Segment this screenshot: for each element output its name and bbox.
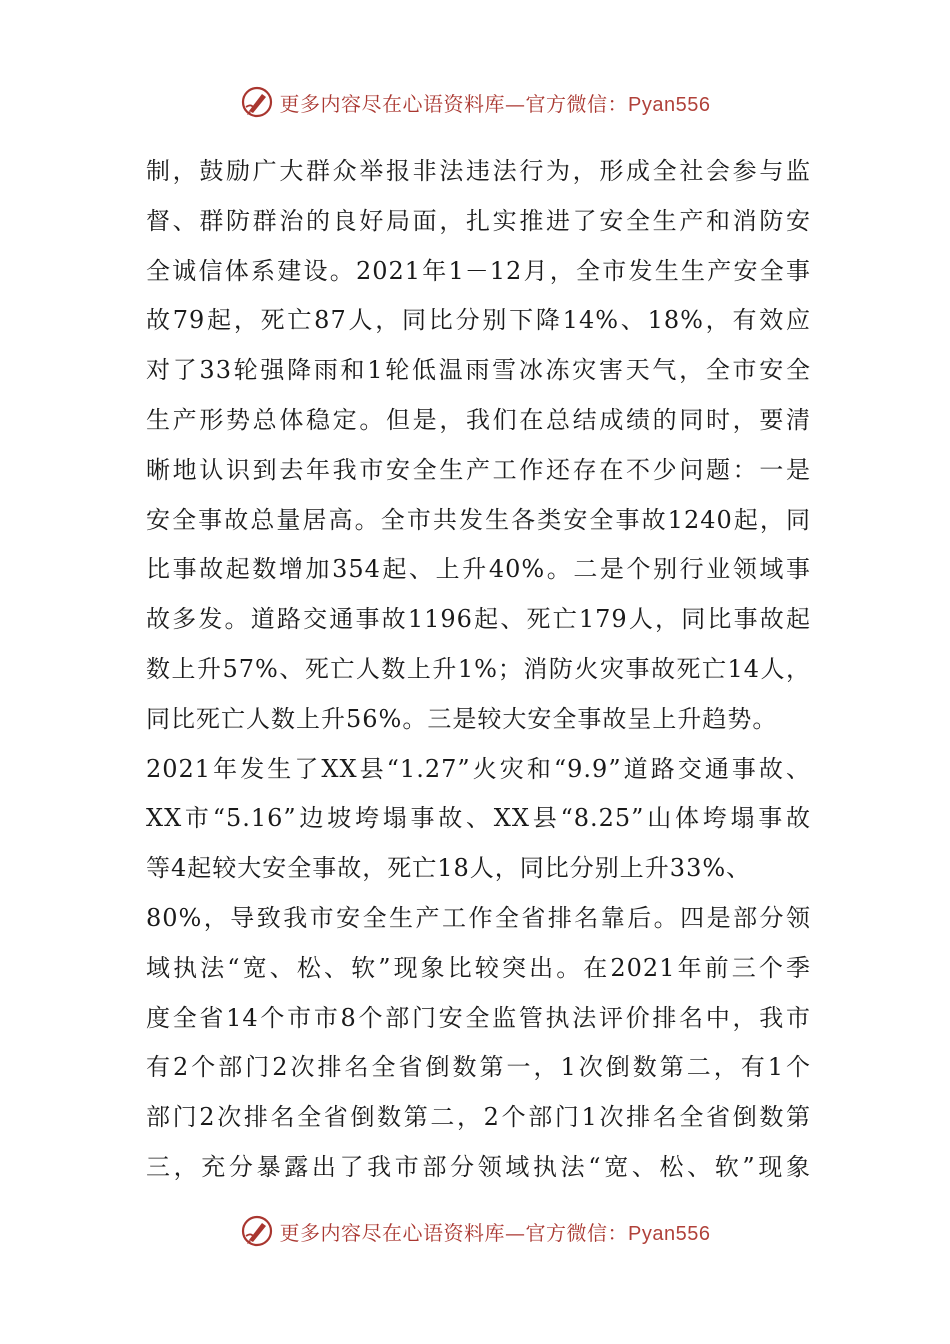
text-line: 2021年发生了XX县“1.27”火灾和“9.9”道路交通事故、 [146,754,811,783]
pen-nib-logo-icon [240,1214,274,1248]
text-line: XX市“5.16”边坡垮塌事故、XX县“8.25”山体垮塌事故 [146,804,811,833]
document-body [146,147,811,1193]
wechat-handle: Pyan556 [628,1222,711,1245]
text-line: 部门2次排名全省倒数第二，2个部门1次排名全省倒数第 [146,1103,811,1132]
watermark-label: 更多内容尽在心语资料库—官方微信： [279,91,629,116]
text-line: 度全省14个市市8个部门安全监管执法评价排名中，我市 [146,1003,811,1032]
watermark-text [280,1217,711,1246]
text-line: 制，鼓励广大群众举报非法违法行为，形成全社会参与监 [146,157,811,185]
pen-nib-logo-icon [240,85,274,119]
wechat-handle: Pyan556 [628,93,711,116]
footer-watermark-banner [0,1211,950,1251]
text-line: 80%，导致我市安全生产工作全省排名靠后。四是部分领 [146,903,811,932]
text-line: 安全事故总量居高。全市共发生各类安全事故1240起，同 [146,505,811,534]
watermark-label: 更多内容尽在心语资料库—官方微信： [279,1220,629,1245]
text-line: 有2个部门2次排名全省倒数第一，1次倒数第二，有1个 [146,1053,811,1082]
text-line: 数上升57%、死亡人数上升1%；消防火灾事故死亡14人， [146,654,811,683]
text-line: 故多发。道路交通事故1196起、死亡179人，同比事故起 [146,605,811,634]
text-line: 比事故起数增加354起、上升40%。二是个别行业领域事 [146,555,811,584]
text-line: 三，充分暴露出了我市部分领域执法“宽、松、软”现象 [146,1152,811,1181]
text-line: 全诚信体系建设。2021年1－12月，全市发生生产安全事 [146,256,811,285]
text-line: 督、群防群治的良好局面，扎实推进了安全生产和消防安 [146,206,811,235]
text-line: 同比死亡人数上升56%。三是较大安全事故呈上升趋势。 [146,704,778,733]
text-line: 生产形势总体稳定。但是，我们在总结成绩的同时，要清 [146,405,811,434]
text-line: 故79起，死亡87人，同比分别下降14%、18%，有效应 [146,306,811,335]
text-line: 等4起较大安全事故，死亡18人，同比分别上升33%、 [146,854,752,883]
watermark-text [280,88,711,117]
header-watermark-banner [0,82,950,122]
text-line: 对了33轮强降雨和1轮低温雨雪冰冻灾害天气，全市安全 [146,356,811,385]
text-line: 晰地认识到去年我市安全生产工作还存在不少问题：一是 [146,455,811,484]
text-line: 域执法“宽、松、软”现象比较突出。在2021年前三个季 [146,953,811,982]
